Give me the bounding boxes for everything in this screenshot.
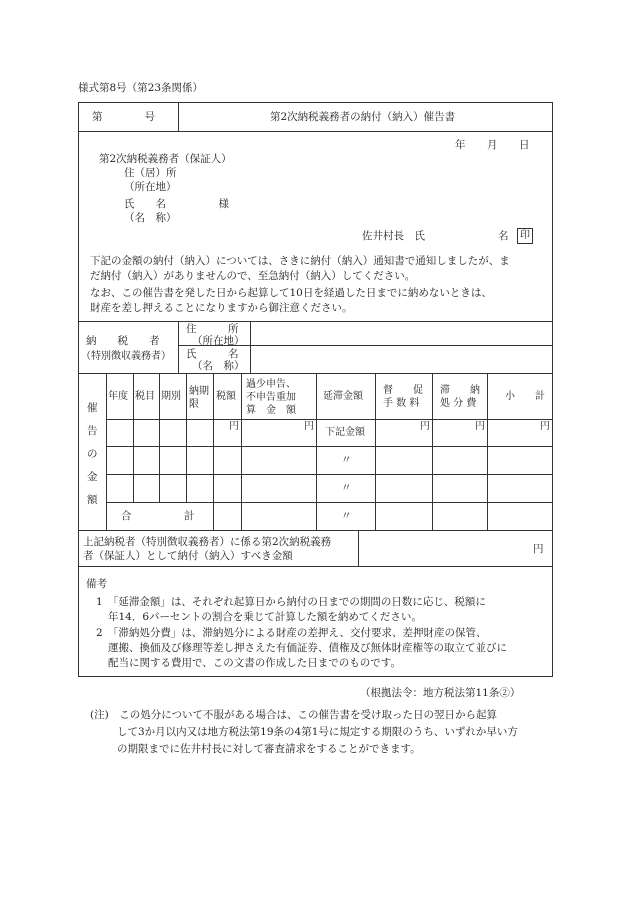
divider [106, 419, 553, 420]
header-delay: 延滞金額 [323, 391, 363, 402]
header-due: 限 [189, 399, 199, 410]
header-penalty: 過少申告、 [246, 379, 296, 390]
addressee-location-label: （所在地） [124, 181, 177, 193]
divider [159, 373, 160, 502]
note-line: 年14．6パーセントの割合を乗じて計算した額を納めてください。 [108, 611, 422, 623]
divider [178, 102, 179, 131]
divider [487, 373, 488, 530]
side-label-char: 金 [87, 471, 98, 483]
taxpayer-name-label: 氏 名 [186, 348, 239, 360]
divider [106, 474, 553, 475]
divider [241, 373, 242, 530]
divider [78, 566, 553, 567]
ditto-mark: 〃 [341, 454, 352, 466]
note-line: 運搬、換価及び修理等差し押さえた有価証券、債権及び無体財産権等の取立て並びに [108, 642, 507, 654]
side-label-char: 催 [87, 402, 98, 414]
seal-mark: 印 [517, 228, 533, 244]
header-year: 年度 [108, 391, 128, 402]
taxpayer-entity-label: （名 称） [192, 360, 245, 372]
yen-mark: 円 [533, 543, 544, 555]
addressee-name-label: 氏 名 様 [124, 198, 229, 210]
side-label-char: 額 [87, 494, 98, 506]
yen-mark: 円 [420, 421, 430, 432]
footnote-line: の期限までに佐井村長に対して審査請求をすることができます。 [117, 743, 421, 755]
divider [78, 321, 553, 322]
header-tax-item: 税目 [135, 391, 155, 402]
body-line: だ納付（納入）がありませんので、至急納付（納入）してください。 [90, 270, 416, 282]
date-day: 日 [519, 139, 530, 151]
header-penalty: 不申告重加 [246, 392, 296, 403]
taxpayer-label: 納 税 者 [86, 335, 160, 347]
ditto-mark: 〃 [341, 482, 352, 494]
body-line: 下記の金額の納付（納入）については、さきに納付（納入）通知書で通知しましたが、ま [90, 255, 510, 267]
body-line: 財産を差し押えることになりますから御注意ください。 [90, 302, 353, 314]
note-line: 1 「延滞金額」は、それぞれ起算日から納付の日までの期間の日数に応じ、税額に [96, 596, 486, 608]
special-collector-label: （特別徴収義務者） [81, 351, 171, 362]
side-label-char: 告 [87, 425, 98, 437]
addressee-entity-label: （名 称） [124, 212, 177, 224]
header-penalty: 算 金 額 [246, 405, 296, 416]
divider [316, 373, 317, 530]
notes-title: 備考 [86, 578, 107, 590]
issuer-mei: 名 [498, 230, 509, 242]
divider [78, 530, 553, 531]
number-label: 第 号 [92, 111, 155, 123]
note-line: 配当に関する費用で、この文書の作成した日までのものです。 [108, 657, 401, 669]
form-id: 様式第8号（第23条関係） [78, 82, 204, 94]
liability-label: 上記納税者（特別徴収義務者）に係る第2次納税義務 [83, 536, 332, 548]
header-fee: 手 数 料 [383, 398, 420, 409]
divider [432, 373, 433, 530]
liability-label: 者（保証人）として納付（納入）すべき金額 [83, 550, 293, 562]
yen-mark: 円 [540, 421, 550, 432]
divider [375, 373, 376, 530]
body-line: なお、この催告書を発した日から起算して10日を経過した日までに納めないときは、 [90, 287, 492, 299]
issuer-label: 佐井村長 氏 [362, 230, 425, 242]
yen-mark: 円 [229, 421, 239, 432]
yen-mark: 円 [475, 421, 485, 432]
header-fee: 督 促 [383, 385, 423, 396]
legal-basis: （根拠法令：地方税法第11条②） [360, 687, 521, 699]
header-tax-amount: 税額 [216, 391, 236, 402]
total-label: 合 計 [121, 510, 195, 522]
divider [106, 373, 107, 530]
delay-note: 下記金額 [325, 427, 365, 438]
footnote-line: して3か月以内又は地方税法第19条の4第1号に規定する期限のうち、いずれか早い方 [117, 726, 518, 738]
divider [250, 321, 251, 373]
divider [78, 131, 553, 132]
header-due: 納期 [189, 386, 209, 397]
addressee-address-label: 住（居）所 [124, 167, 177, 179]
header-subtotal: 小 計 [505, 391, 545, 402]
footnote-line: (注) この処分について不服がある場合は、この催告書を受け取った日の翌日から起算 [90, 709, 497, 721]
header-disposition: 滞 納 [440, 385, 480, 396]
date-month: 月 [487, 139, 498, 151]
divider [178, 321, 179, 373]
document-title: 第2次納税義務者の納付（納入）催告書 [270, 111, 456, 123]
divider [358, 530, 359, 566]
yen-mark: 円 [304, 421, 314, 432]
divider [106, 446, 553, 447]
divider [106, 502, 553, 503]
header-disposition: 処 分 費 [440, 398, 477, 409]
ditto-mark: 〃 [341, 510, 352, 522]
taxpayer-address-label: 住 所 [186, 323, 239, 335]
taxpayer-location-label: （所在地） [192, 335, 245, 347]
divider [133, 373, 134, 502]
divider [213, 373, 214, 530]
divider [186, 373, 187, 502]
addressee-type: 第2次納税義務者（保証人） [99, 153, 232, 165]
note-line: 2 「滞納処分費」は、滞納処分による財産の差押え、交付要求、差押財産の保管、 [96, 627, 487, 639]
date-year: 年 [455, 139, 466, 151]
side-label-char: の [87, 448, 98, 460]
header-period: 期別 [161, 391, 181, 402]
